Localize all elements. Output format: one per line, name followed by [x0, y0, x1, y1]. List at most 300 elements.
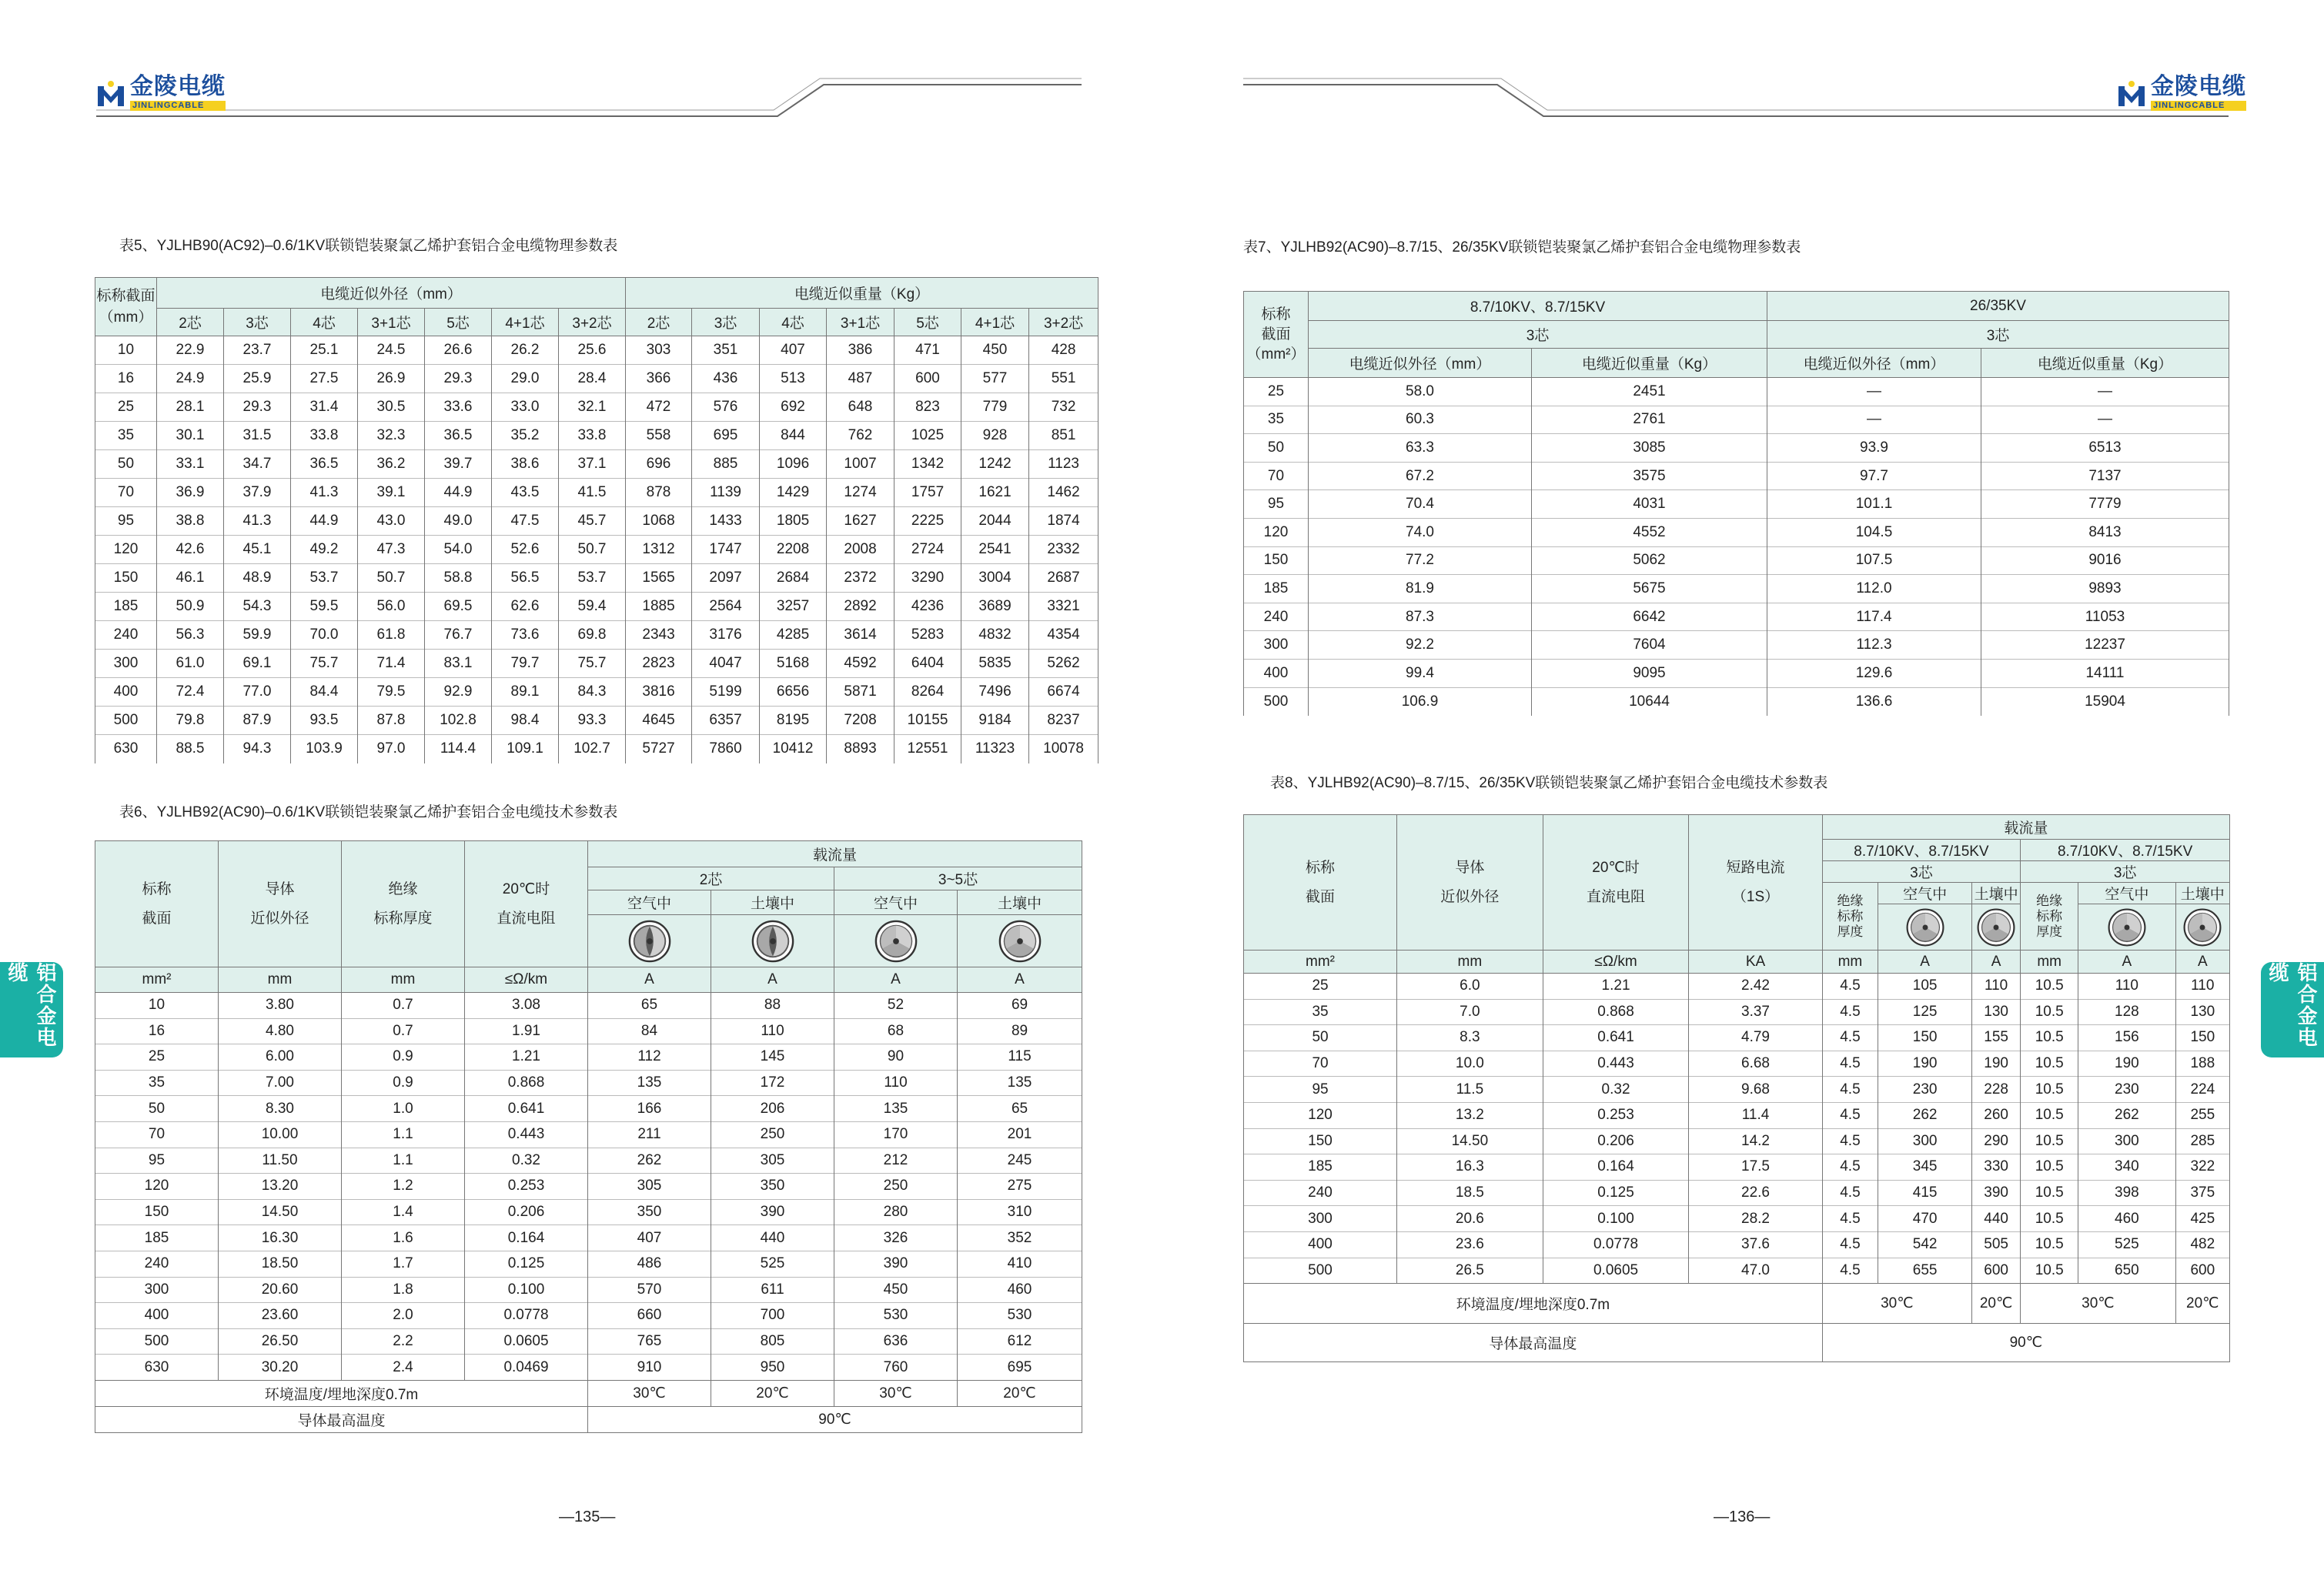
table7-cell: 15904 — [1981, 687, 2229, 716]
table7-cell: 7137 — [1981, 462, 2229, 490]
table7-cell: — — [1981, 378, 2229, 406]
table5-cell: 10155 — [894, 707, 961, 735]
table7-cell: 500 — [1244, 687, 1309, 716]
table6-cell: 765 — [588, 1328, 711, 1355]
table-row — [1244, 546, 2229, 575]
table5-cell: 33.6 — [425, 393, 492, 422]
table8-cell: 10.5 — [2021, 1180, 2078, 1206]
table7-cell: 99.4 — [1309, 659, 1532, 687]
table5-cell: 95 — [95, 507, 157, 536]
table8-cell: 4.5 — [1822, 974, 1878, 1000]
table8-cell: 600 — [1972, 1258, 2021, 1284]
table5-cell: 70.0 — [291, 621, 358, 650]
table6-section-header: 标称 截面 — [95, 841, 219, 967]
table8-cell: 525 — [2078, 1231, 2175, 1258]
table8-cell: 10.5 — [2021, 1051, 2078, 1077]
table6-cell: 172 — [711, 1070, 834, 1096]
table5-cell: 3689 — [961, 593, 1029, 621]
table-row — [1244, 999, 2230, 1025]
table7-v2-header: 26/35KV — [1767, 292, 2229, 321]
table8-cell: 14.50 — [1397, 1128, 1543, 1154]
table5-cell: 72.4 — [157, 678, 224, 707]
table8-cell: 125 — [1878, 999, 1972, 1025]
table5-cell: 97.0 — [358, 735, 425, 763]
table5-cell: 1565 — [626, 564, 692, 593]
table6-env-value: 20℃ — [958, 1380, 1082, 1406]
table5-cell: 30.1 — [157, 422, 224, 450]
table6-cell: 1.1 — [342, 1121, 465, 1148]
table6-cell: 135 — [588, 1070, 711, 1096]
table7-cell: 400 — [1244, 659, 1309, 687]
table8-env-value: 30℃ — [1822, 1284, 1971, 1324]
table7-cell: 95 — [1244, 490, 1309, 519]
table8-soil-header: 土壤中 — [2175, 883, 2229, 904]
table6-unit: A — [958, 967, 1082, 993]
table5-cell: 39.1 — [358, 479, 425, 507]
table-row — [95, 336, 1098, 365]
table5-cell: 75.7 — [291, 650, 358, 678]
table7-cell: 8413 — [1981, 518, 2229, 546]
table-row — [1244, 631, 2229, 660]
table5-core-header: 4+1芯 — [492, 309, 559, 336]
table6-cell: 1.8 — [342, 1277, 465, 1303]
table8-cell: 300 — [1244, 1206, 1397, 1232]
table5-cell: 102.8 — [425, 707, 492, 735]
table5-cell: 5871 — [827, 678, 894, 707]
table5-cell: 50.9 — [157, 593, 224, 621]
table-row — [1244, 518, 2229, 546]
table5-cell: 551 — [1029, 365, 1098, 393]
table6-cell: 30.20 — [219, 1355, 342, 1381]
table6-cell: 390 — [711, 1199, 834, 1225]
table5-cell: 4832 — [961, 621, 1029, 650]
table5-cell: 49.0 — [425, 507, 492, 536]
table5-cell: 5199 — [692, 678, 760, 707]
table5-cell: 2684 — [760, 564, 827, 593]
table5-cell: 45.1 — [224, 536, 291, 564]
table5-cell: 500 — [95, 707, 157, 735]
table7-wt-header: 电缆近似重量（Kg） — [1532, 349, 1767, 378]
table5-cell: 823 — [894, 393, 961, 422]
table-row — [1244, 687, 2229, 716]
table8-cell: 10.5 — [2021, 1077, 2078, 1103]
table8-cell: 10.5 — [2021, 974, 2078, 1000]
table5-cell: 31.4 — [291, 393, 358, 422]
table8-cell: 0.206 — [1543, 1128, 1689, 1154]
table-row — [1244, 1258, 2230, 1284]
table8-cell: 228 — [1972, 1077, 2021, 1103]
table5-cell: 600 — [894, 365, 961, 393]
table5-cell: 7860 — [692, 735, 760, 763]
table8-cell: 650 — [2078, 1258, 2175, 1284]
table6-cell: 26.50 — [219, 1328, 342, 1355]
table8-cell: 110 — [2078, 974, 2175, 1000]
table6-2core-header: 2芯 — [588, 867, 834, 890]
table8-cell: 255 — [2175, 1102, 2229, 1128]
brand-name-cn: 金陵电缆 — [2151, 74, 2246, 99]
table-row — [95, 621, 1098, 650]
brand-logo — [96, 75, 226, 111]
table8-cell: 120 — [1244, 1102, 1397, 1128]
table-row — [95, 1355, 1082, 1381]
table7-cell: 112.0 — [1767, 575, 1981, 603]
table8-cell: 4.5 — [1822, 1128, 1878, 1154]
table7-cell: 11053 — [1981, 603, 2229, 631]
table-row — [95, 564, 1098, 593]
table5-cell: 37.1 — [559, 450, 626, 479]
table5-cell: 56.3 — [157, 621, 224, 650]
table8-cell: 150 — [2175, 1025, 2229, 1051]
table6-env-value: 20℃ — [711, 1380, 834, 1406]
table8-cell: 4.5 — [1822, 1154, 1878, 1181]
table7-cell: 81.9 — [1309, 575, 1532, 603]
table6-cell: 0.9 — [342, 1044, 465, 1071]
table5-cell: 648 — [827, 393, 894, 422]
table5-cell: 4645 — [626, 707, 692, 735]
table8-cell: 185 — [1244, 1154, 1397, 1181]
table5-cell: 33.8 — [291, 422, 358, 450]
table5-cell: 36.5 — [291, 450, 358, 479]
table6-cell: 300 — [95, 1277, 219, 1303]
table8-cell: 4.5 — [1822, 1180, 1878, 1206]
table8-env-label: 环境温度/埋地深度0.7m — [1244, 1284, 1823, 1324]
table8-cell: 110 — [2175, 974, 2229, 1000]
table5-cell: 24.9 — [157, 365, 224, 393]
table7-v1-header: 8.7/10KV、8.7/15KV — [1309, 292, 1767, 321]
table5-cell: 36.2 — [358, 450, 425, 479]
table-row — [95, 1174, 1082, 1200]
table6-conductor-header: 导体 近似外径 — [219, 841, 342, 967]
table6-cell: 150 — [95, 1199, 219, 1225]
table5-cell: 1242 — [961, 450, 1029, 479]
table8-cell: 230 — [1878, 1077, 1972, 1103]
table-row — [95, 735, 1098, 763]
table6-env-value: 30℃ — [588, 1380, 711, 1406]
table6-cell: 8.30 — [219, 1096, 342, 1122]
table-row — [1244, 1206, 2230, 1232]
table8-cell: 190 — [2078, 1051, 2175, 1077]
table7-cell: 97.7 — [1767, 462, 1981, 490]
table8-cell: 10.0 — [1397, 1051, 1543, 1077]
table5-cell: 1627 — [827, 507, 894, 536]
table6-cell: 350 — [588, 1199, 711, 1225]
table5-cell: 92.9 — [425, 678, 492, 707]
table7-cell: 6513 — [1981, 434, 2229, 463]
table7-cell: 9893 — [1981, 575, 2229, 603]
table5-cell: 428 — [1029, 336, 1098, 365]
table5-cell: 29.3 — [425, 365, 492, 393]
table6-cell: 500 — [95, 1328, 219, 1355]
table5-core-header: 4+1芯 — [961, 309, 1029, 336]
table7-cell: 129.6 — [1767, 659, 1981, 687]
table5-cell: 50 — [95, 450, 157, 479]
table5-cell: 10 — [95, 336, 157, 365]
table8-cell: 0.641 — [1543, 1025, 1689, 1051]
table5-cell: 1274 — [827, 479, 894, 507]
table5-cell: 41.5 — [559, 479, 626, 507]
table7-cell: 300 — [1244, 631, 1309, 660]
table8-cell: 0.100 — [1543, 1206, 1689, 1232]
table5-cell: 76.7 — [425, 621, 492, 650]
table6-cell: 0.0469 — [465, 1355, 588, 1381]
page-number-right: —136— — [1714, 1508, 1771, 1525]
table5-cell: 2044 — [961, 507, 1029, 536]
table5-core-header: 2芯 — [157, 309, 224, 336]
table6-cell: 0.206 — [465, 1199, 588, 1225]
table8-cell: 10.5 — [2021, 999, 2078, 1025]
table5-cell: 69.1 — [224, 650, 291, 678]
table8-cell: 0.0605 — [1543, 1258, 1689, 1284]
table5-cell: 54.0 — [425, 536, 492, 564]
table7-cell: — — [1981, 406, 2229, 434]
table6-cell: 211 — [588, 1121, 711, 1148]
table8-cell: 4.5 — [1822, 1258, 1878, 1284]
cable-3core-icon — [1878, 904, 1972, 951]
table7-cell: 92.2 — [1309, 631, 1532, 660]
table6-cell: 65 — [958, 1096, 1082, 1122]
table6-cell: 950 — [711, 1355, 834, 1381]
table6-cell: 700 — [711, 1303, 834, 1329]
table8-cell: 14.2 — [1689, 1128, 1822, 1154]
table5-cell: 5727 — [626, 735, 692, 763]
table6-cell: 11.50 — [219, 1148, 342, 1174]
table5-cell: 37.9 — [224, 479, 291, 507]
table5-cell: 47.5 — [492, 507, 559, 536]
table8-cell: 482 — [2175, 1231, 2229, 1258]
table5-cell: 26.9 — [358, 365, 425, 393]
table5-cell: 1342 — [894, 450, 961, 479]
table5-weight-header: 电缆近似重量（Kg） — [626, 278, 1098, 309]
table7-cell: 93.9 — [1767, 434, 1981, 463]
brand-mark-icon — [2117, 79, 2146, 108]
table5-cell: 1874 — [1029, 507, 1098, 536]
table5-cell: 4047 — [692, 650, 760, 678]
table6-cell: 0.9 — [342, 1070, 465, 1096]
table5-cell: 79.5 — [358, 678, 425, 707]
table6-cell: 135 — [958, 1070, 1082, 1096]
table5-core-header: 3+2芯 — [559, 309, 626, 336]
table6-cell: 280 — [834, 1199, 958, 1225]
table6-cell: 16.30 — [219, 1225, 342, 1251]
table8-cell: 0.164 — [1543, 1154, 1689, 1181]
table6-cell: 611 — [711, 1277, 834, 1303]
table5-cell: 1429 — [760, 479, 827, 507]
table7-cell: 50 — [1244, 434, 1309, 463]
table5-cell: 3816 — [626, 678, 692, 707]
table5-caption: 表5、YJLHB90(AC92)–0.6/1KV联锁铠装聚氯乙烯护套铝合金电缆物理参数表 — [119, 238, 618, 254]
table5-cell: 2225 — [894, 507, 961, 536]
table5-cell: 77.0 — [224, 678, 291, 707]
table5-cell: 54.3 — [224, 593, 291, 621]
table8-unit: mm — [1822, 951, 1878, 974]
table8-cell: 655 — [1878, 1258, 1972, 1284]
table7-cell: — — [1767, 378, 1981, 406]
table5-cell: 56.0 — [358, 593, 425, 621]
table8-cell: 105 — [1878, 974, 1972, 1000]
table8-cell: 35 — [1244, 999, 1397, 1025]
table5-cell: 1462 — [1029, 479, 1098, 507]
table6-env-label: 环境温度/埋地深度0.7m — [95, 1380, 588, 1406]
table8-env-value: 30℃ — [2021, 1284, 2175, 1324]
table5-cell: 36.9 — [157, 479, 224, 507]
table5-cell: 44.9 — [425, 479, 492, 507]
table5-cell: 844 — [760, 422, 827, 450]
table6-cell: 2.0 — [342, 1303, 465, 1329]
table5-cell: 73.6 — [492, 621, 559, 650]
table6-cell: 805 — [711, 1328, 834, 1355]
table5-cell: 513 — [760, 365, 827, 393]
table6-cell: 0.125 — [465, 1251, 588, 1277]
table7-cell: 67.2 — [1309, 462, 1532, 490]
table8-unit: mm — [2021, 951, 2078, 974]
table5-cell: 47.3 — [358, 536, 425, 564]
table6-soil-header: 土壤中 — [711, 890, 834, 915]
table8-unit: A — [1972, 951, 2021, 974]
table8-cell: 224 — [2175, 1077, 2229, 1103]
table6-cell: 84 — [588, 1018, 711, 1044]
table8-v1-header: 8.7/10KV、8.7/15KV — [1822, 840, 2021, 861]
table8-cell: 150 — [1244, 1128, 1397, 1154]
table8-caption: 表8、YJLHB92(AC90)–8.7/15、26/35KV联锁铠装聚氯乙烯护套铝合金电缆技术参数表 — [1270, 775, 1828, 791]
table5-cell: 3176 — [692, 621, 760, 650]
table6-cell: 185 — [95, 1225, 219, 1251]
table-row — [95, 593, 1098, 621]
table5-cell: 2332 — [1029, 536, 1098, 564]
table8-cell: 390 — [1972, 1180, 2021, 1206]
cable-3core-icon — [834, 915, 958, 967]
table8-cell: 3.37 — [1689, 999, 1822, 1025]
table7-cell: 14111 — [1981, 659, 2229, 687]
table6-cell: 6.00 — [219, 1044, 342, 1071]
table5-cell: 79.7 — [492, 650, 559, 678]
table7-cell: 70 — [1244, 462, 1309, 490]
table6-cell: 170 — [834, 1121, 958, 1148]
table7-cell: 58.0 — [1309, 378, 1532, 406]
table6-insulation-header: 绝缘 标称厚度 — [342, 841, 465, 967]
table8-core-header: 3芯 — [1822, 861, 2021, 883]
table8-cell: 415 — [1878, 1180, 1972, 1206]
table5-cell: 878 — [626, 479, 692, 507]
table8-cell: 375 — [2175, 1180, 2229, 1206]
table8-cell: 322 — [2175, 1154, 2229, 1181]
table8-cell: 260 — [1972, 1102, 2021, 1128]
table5-cell: 31.5 — [224, 422, 291, 450]
table-row — [95, 1328, 1082, 1355]
table5-cell: 33.0 — [492, 393, 559, 422]
table-row — [95, 1121, 1082, 1148]
table7-cell: 136.6 — [1767, 687, 1981, 716]
table7 — [1243, 291, 2229, 716]
table8-cell: 28.2 — [1689, 1206, 1822, 1232]
table5-cell: 1312 — [626, 536, 692, 564]
table6-cell: 0.7 — [342, 1018, 465, 1044]
table6-cell: 1.4 — [342, 1199, 465, 1225]
table7-cell: 2761 — [1532, 406, 1767, 434]
table6-cell: 262 — [588, 1148, 711, 1174]
table6-cell: 25 — [95, 1044, 219, 1071]
table5-cell: 8195 — [760, 707, 827, 735]
table8-v2-header: 8.7/10KV、8.7/15KV — [2021, 840, 2230, 861]
table5-cell: 1025 — [894, 422, 961, 450]
table-row — [1244, 434, 2229, 463]
table5-cell: 109.1 — [492, 735, 559, 763]
table8-unit: A — [2078, 951, 2175, 974]
table6-cell: 201 — [958, 1121, 1082, 1148]
table6-cell: 250 — [834, 1174, 958, 1200]
table8-cell: 4.5 — [1822, 1206, 1878, 1232]
table5-cell: 59.9 — [224, 621, 291, 650]
table8-cell: 0.32 — [1543, 1077, 1689, 1103]
table7-cell: 25 — [1244, 378, 1309, 406]
table8-cell: 4.5 — [1822, 1025, 1878, 1051]
table8-cell: 7.0 — [1397, 999, 1543, 1025]
table7-cell: 87.3 — [1309, 603, 1532, 631]
table6-cell: 206 — [711, 1096, 834, 1122]
table6-cell: 95 — [95, 1148, 219, 1174]
table8-cell: 425 — [2175, 1206, 2229, 1232]
table5-cell: 576 — [692, 393, 760, 422]
table5 — [95, 277, 1098, 763]
table6-35core-header: 3~5芯 — [834, 867, 1082, 890]
table8 — [1243, 814, 2230, 1362]
table-row — [1244, 1180, 2230, 1206]
table6-cell: 68 — [834, 1018, 958, 1044]
table6-cell: 16 — [95, 1018, 219, 1044]
table5-cell: 59.4 — [559, 593, 626, 621]
table5-cell: 53.7 — [291, 564, 358, 593]
table-row — [95, 1303, 1082, 1329]
table6-cell: 1.21 — [465, 1044, 588, 1071]
table6-cell: 760 — [834, 1355, 958, 1381]
table6-cell: 450 — [834, 1277, 958, 1303]
table8-cell: 22.6 — [1689, 1180, 1822, 1206]
table5-cell: 44.9 — [291, 507, 358, 536]
table8-cell: 4.5 — [1822, 1231, 1878, 1258]
table7-cell: 120 — [1244, 518, 1309, 546]
table8-cell: 1.21 — [1543, 974, 1689, 1000]
table5-core-header: 4芯 — [760, 309, 827, 336]
table5-cell: 4285 — [760, 621, 827, 650]
table7-cell: 12237 — [1981, 631, 2229, 660]
table6-cell: 486 — [588, 1251, 711, 1277]
table5-cell: 25.9 — [224, 365, 291, 393]
table8-cell: 128 — [2078, 999, 2175, 1025]
table5-cell: 2564 — [692, 593, 760, 621]
table5-cell: 303 — [626, 336, 692, 365]
table7-cell: 60.3 — [1309, 406, 1532, 434]
table6-cell: 407 — [588, 1225, 711, 1251]
table8-current-header: 载流量 — [1822, 815, 2229, 840]
table6-cell: 3.80 — [219, 993, 342, 1019]
table-row — [95, 678, 1098, 707]
table8-cell: 155 — [1972, 1025, 2021, 1051]
table5-core-header: 3芯 — [692, 309, 760, 336]
table8-cell: 330 — [1972, 1154, 2021, 1181]
table5-cell: 93.5 — [291, 707, 358, 735]
table6-cell: 2.2 — [342, 1328, 465, 1355]
table5-cell: 32.1 — [559, 393, 626, 422]
table8-unit: mm² — [1244, 951, 1397, 974]
table7-dia-header: 电缆近似外径（mm） — [1309, 349, 1532, 378]
table6-cell: 660 — [588, 1303, 711, 1329]
table8-resistance-header: 20℃时 直流电阻 — [1543, 815, 1689, 951]
table5-cell: 8237 — [1029, 707, 1098, 735]
table8-soil-header: 土壤中 — [1972, 883, 2021, 904]
table5-cell: 2687 — [1029, 564, 1098, 593]
table8-cell: 0.125 — [1543, 1180, 1689, 1206]
table5-cell: 8264 — [894, 678, 961, 707]
table7-cell: 240 — [1244, 603, 1309, 631]
